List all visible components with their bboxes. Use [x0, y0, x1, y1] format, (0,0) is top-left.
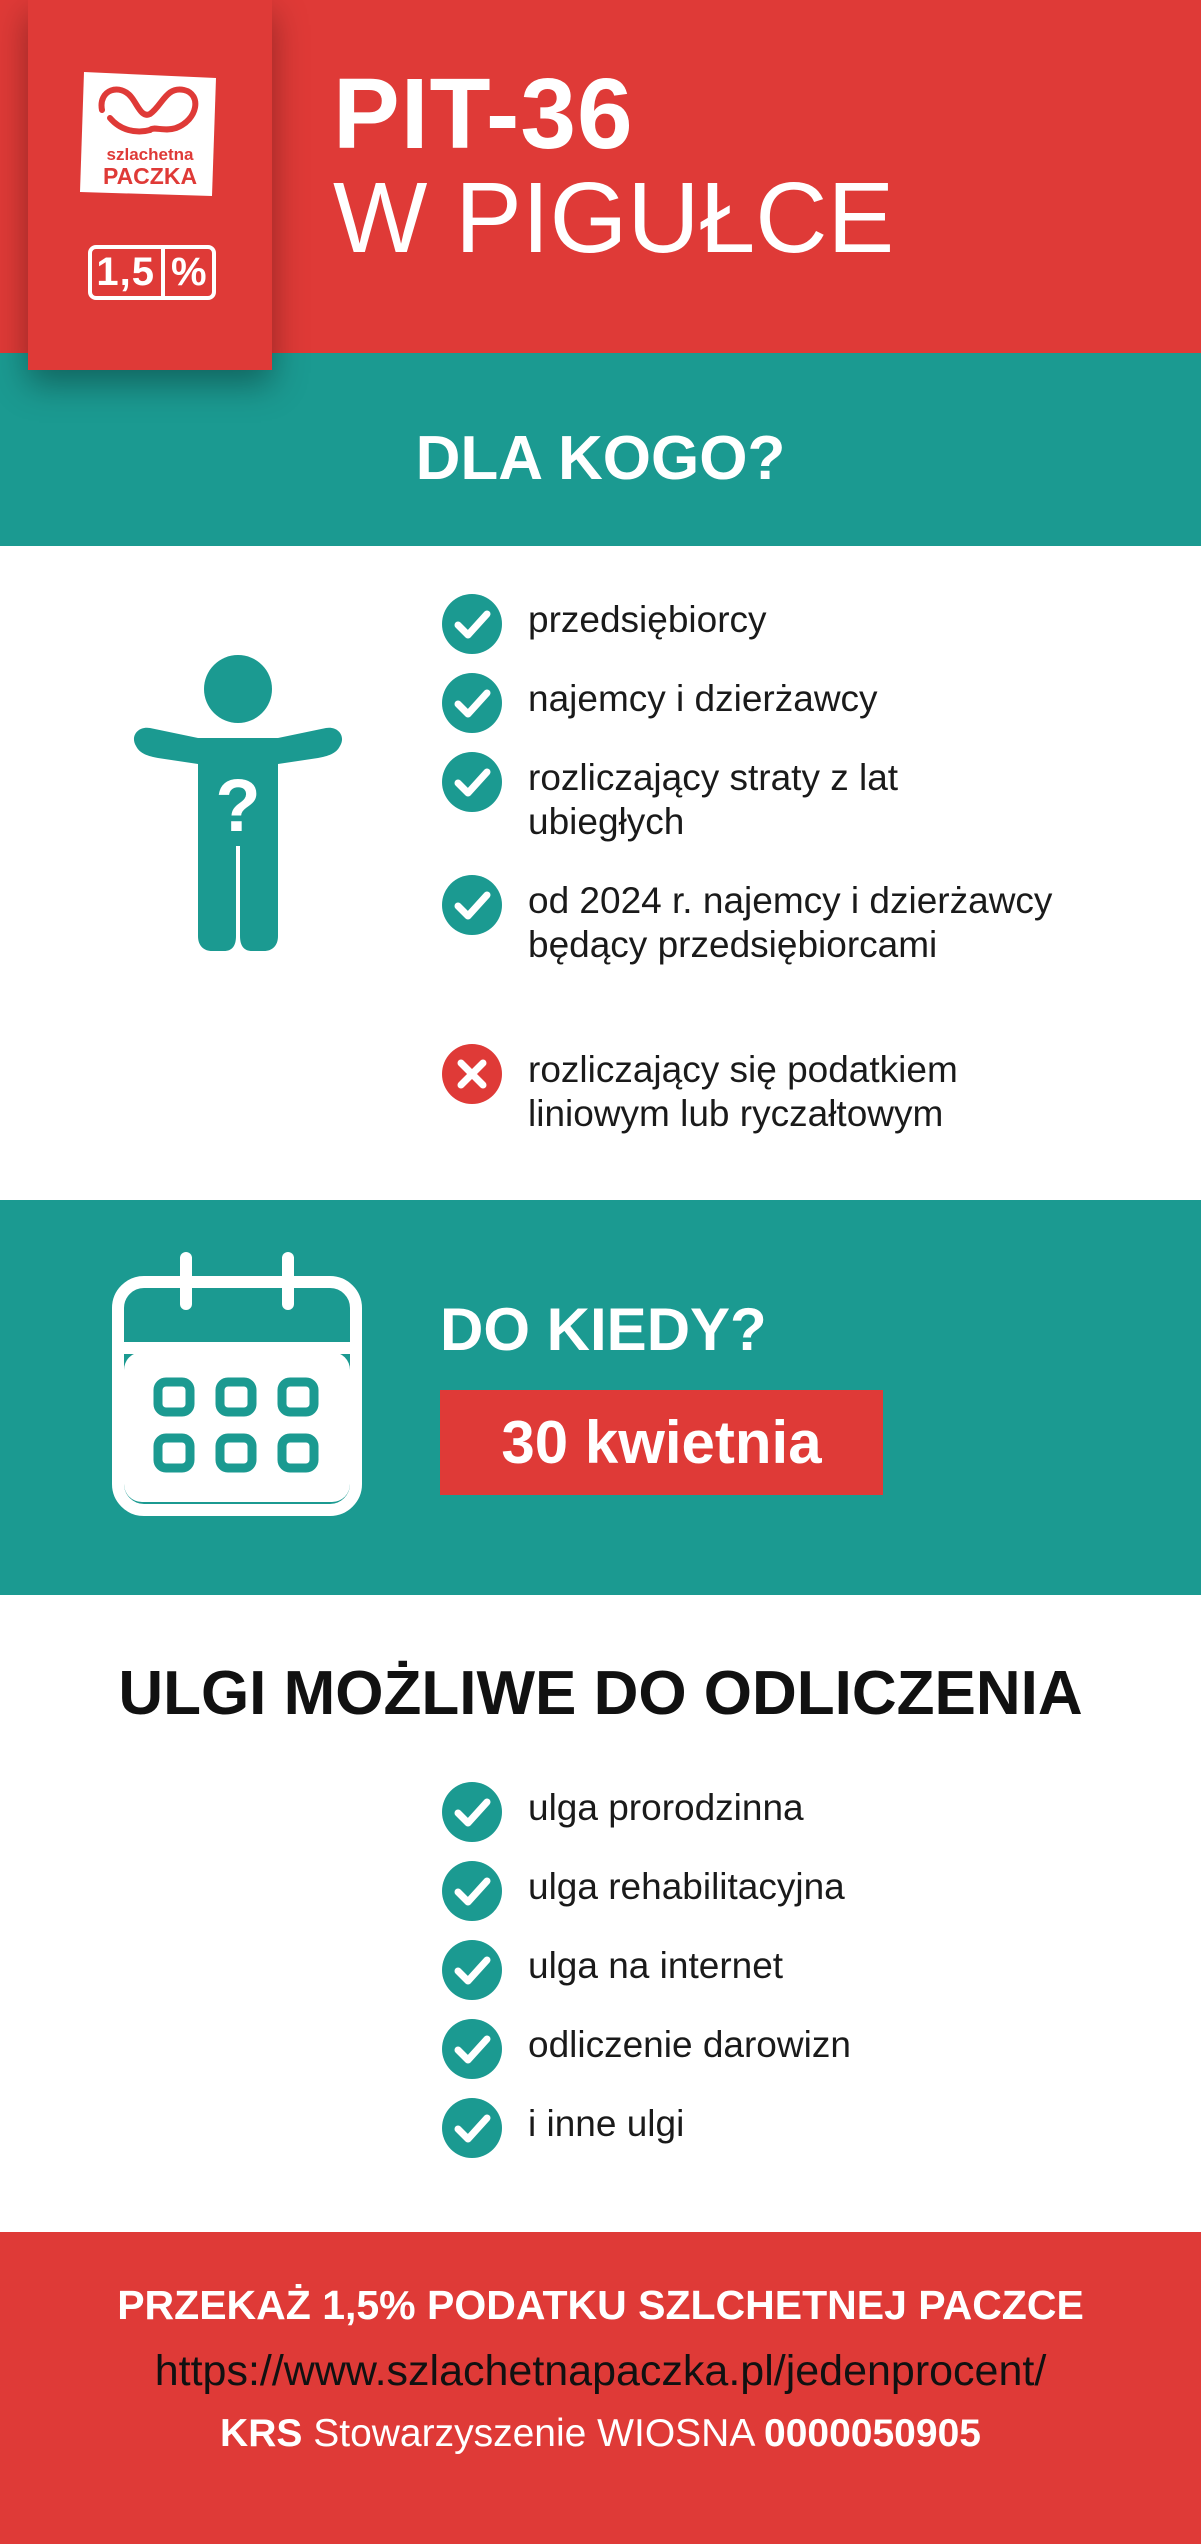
footer-krs-line [0, 2412, 1201, 2456]
title-line-2: W PIGUŁCE [333, 162, 895, 274]
who-item-text: od 2024 r. najemcy i dzierżawcy będący przedsiębiorcami [528, 880, 1053, 965]
relief-item-text: ulga rehabilitacyjna [528, 1866, 845, 1907]
who-item-text: najemcy i dzierżawcy [528, 678, 878, 719]
deadline-heading: DO KIEDY? [440, 1296, 767, 1363]
check-icon [442, 752, 502, 812]
org-name: Stowarzyszenie WIOSNA [313, 2412, 754, 2455]
who-item-4 [442, 1048, 1088, 1136]
check-icon [442, 1940, 502, 2000]
badge-divider [161, 245, 165, 300]
who-item-0 [442, 598, 1168, 654]
relief-item-text: odliczenie darowizn [528, 2024, 851, 2065]
relief-item-text: ulga na internet [528, 1945, 784, 1986]
check-icon [442, 594, 502, 654]
who-item-text: rozliczający straty z lat ubiegłych [528, 757, 899, 842]
calendar-icon [112, 1252, 362, 1517]
deadline-date: 30 kwietnia [501, 1409, 822, 1476]
who-item-text: rozliczający się podatkiem liniowym lub ryczałtowym [528, 1049, 958, 1134]
relief-item-2 [442, 1944, 1168, 2000]
krs-number: 0000050905 [764, 2412, 981, 2455]
footer [0, 2232, 1201, 2544]
one-point-five-percent-badge [88, 245, 216, 300]
relief-item-4 [442, 2102, 1168, 2158]
check-icon [442, 673, 502, 733]
cross-icon [442, 1044, 502, 1104]
check-icon [442, 1861, 502, 1921]
deadline-date-badge [440, 1390, 883, 1495]
krs-label: KRS [220, 2412, 303, 2455]
percent-sign: % [171, 250, 208, 294]
percent-value: 1,5 [96, 250, 156, 294]
who-item-2 [442, 756, 988, 844]
logo-text-line1: szlachetna [106, 145, 194, 164]
relief-heading: ULGI MOŻLIWE DO ODLICZENIA [118, 1659, 1083, 1728]
check-icon [442, 1782, 502, 1842]
question-mark: ? [215, 764, 261, 847]
relief-item-text: i inne ulgi [528, 2103, 685, 2144]
who-item-1 [442, 677, 1168, 733]
who-section [0, 546, 1201, 1200]
logo-text-line2: PACZKA [102, 163, 198, 189]
who-heading: DLA KOGO? [415, 424, 786, 493]
szlachetna-paczka-logo [80, 68, 220, 203]
deadline-band [0, 1200, 1201, 1595]
who-heading-band [0, 353, 1201, 546]
relief-item-3 [442, 2023, 1168, 2079]
page-title [333, 58, 895, 274]
relief-item-text: ulga prorodzinna [528, 1787, 804, 1828]
who-item-3 [442, 879, 1168, 967]
check-icon [442, 2019, 502, 2079]
relief-item-0 [442, 1786, 1168, 1842]
title-line-1: PIT-36 [333, 58, 634, 170]
person-question-icon [128, 646, 348, 951]
footer-cta: PRZEKAŻ 1,5% PODATKU SZLCHETNEJ PACZCE [117, 2282, 1084, 2328]
check-icon [442, 2098, 502, 2158]
relief-item-1 [442, 1865, 1168, 1921]
check-icon [442, 875, 502, 935]
logo-card [28, 0, 272, 370]
who-item-text: przedsiębiorcy [528, 599, 767, 640]
footer-url-link[interactable]: https://www.szlachetnapaczka.pl/jedenprocent/ [154, 2347, 1047, 2395]
